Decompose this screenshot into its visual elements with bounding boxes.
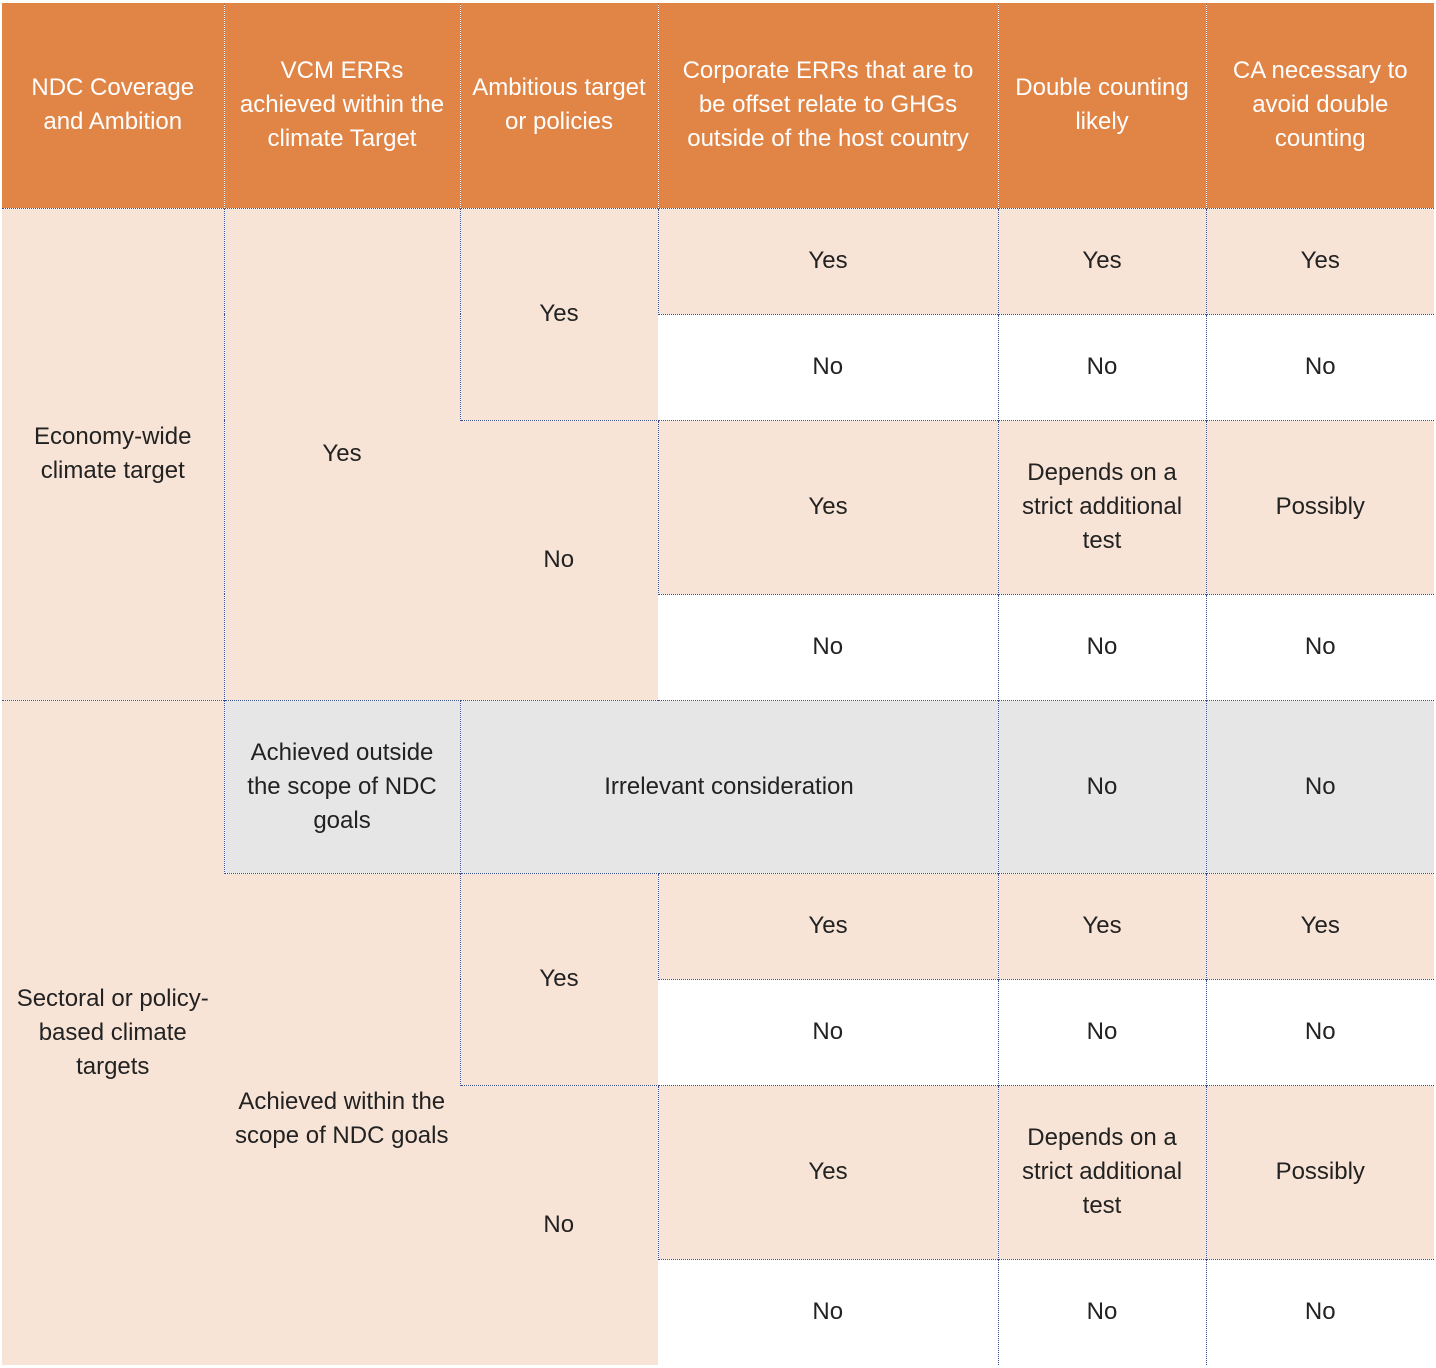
ca-cell: No	[1206, 594, 1434, 700]
corporate-cell: No	[658, 314, 998, 420]
table-row	[2, 700, 1434, 873]
table-row	[2, 208, 1434, 314]
ca-cell: Yes	[1206, 873, 1434, 979]
corporate-cell: No	[658, 594, 998, 700]
header-corporate-errs: Corporate ERRs that are to be offset relate to GHGs outside of the host country	[658, 3, 998, 208]
ca-cell: No	[1206, 314, 1434, 420]
ca-cell: Possibly	[1206, 420, 1434, 594]
ndc-double-counting-table	[2, 3, 1434, 1365]
corporate-cell: Yes	[658, 873, 998, 979]
double-counting-cell: Depends on a strict additional test	[998, 420, 1206, 594]
corporate-cell: Yes	[658, 208, 998, 314]
double-counting-cell: No	[998, 314, 1206, 420]
ambitious-economy-no: No	[460, 420, 658, 700]
header-vcm-errs: VCM ERRs achieved within the climate Target	[224, 3, 460, 208]
irrelevant-consideration: Irrelevant consideration	[460, 700, 998, 873]
ca-cell: No	[1206, 979, 1434, 1085]
ca-cell: No	[1206, 1259, 1434, 1365]
vcm-economy: Yes	[224, 208, 460, 700]
vcm-outside-scope: Achieved outside the scope of NDC goals	[224, 700, 460, 873]
double-counting-cell: No	[998, 700, 1206, 873]
ca-cell: Possibly	[1206, 1085, 1434, 1259]
corporate-cell: No	[658, 979, 998, 1085]
ambitious-sectoral-no: No	[460, 1085, 658, 1365]
double-counting-cell: Yes	[998, 208, 1206, 314]
double-counting-cell: No	[998, 594, 1206, 700]
double-counting-cell: No	[998, 979, 1206, 1085]
corporate-cell: No	[658, 1259, 998, 1365]
header-ndc-coverage: NDC Coverage and Ambition	[2, 3, 224, 208]
ca-cell: No	[1206, 700, 1434, 873]
vcm-within-scope: Achieved within the scope of NDC goals	[224, 873, 460, 1365]
header-row	[2, 3, 1434, 208]
header-ca-necessary: CA necessary to avoid double counting	[1206, 3, 1434, 208]
ca-cell: Yes	[1206, 208, 1434, 314]
corporate-cell: Yes	[658, 1085, 998, 1259]
ambitious-economy-yes: Yes	[460, 208, 658, 420]
coverage-economy-wide: Economy-wide climate target	[2, 208, 224, 700]
ambitious-sectoral-yes: Yes	[460, 873, 658, 1085]
header-ambitious-target: Ambitious target or policies	[460, 3, 658, 208]
corporate-cell: Yes	[658, 420, 998, 594]
double-counting-cell: No	[998, 1259, 1206, 1365]
coverage-sectoral: Sectoral or policy-based climate targets	[2, 700, 224, 1365]
double-counting-cell: Depends on a strict additional test	[998, 1085, 1206, 1259]
double-counting-cell: Yes	[998, 873, 1206, 979]
header-double-counting: Double counting likely	[998, 3, 1206, 208]
